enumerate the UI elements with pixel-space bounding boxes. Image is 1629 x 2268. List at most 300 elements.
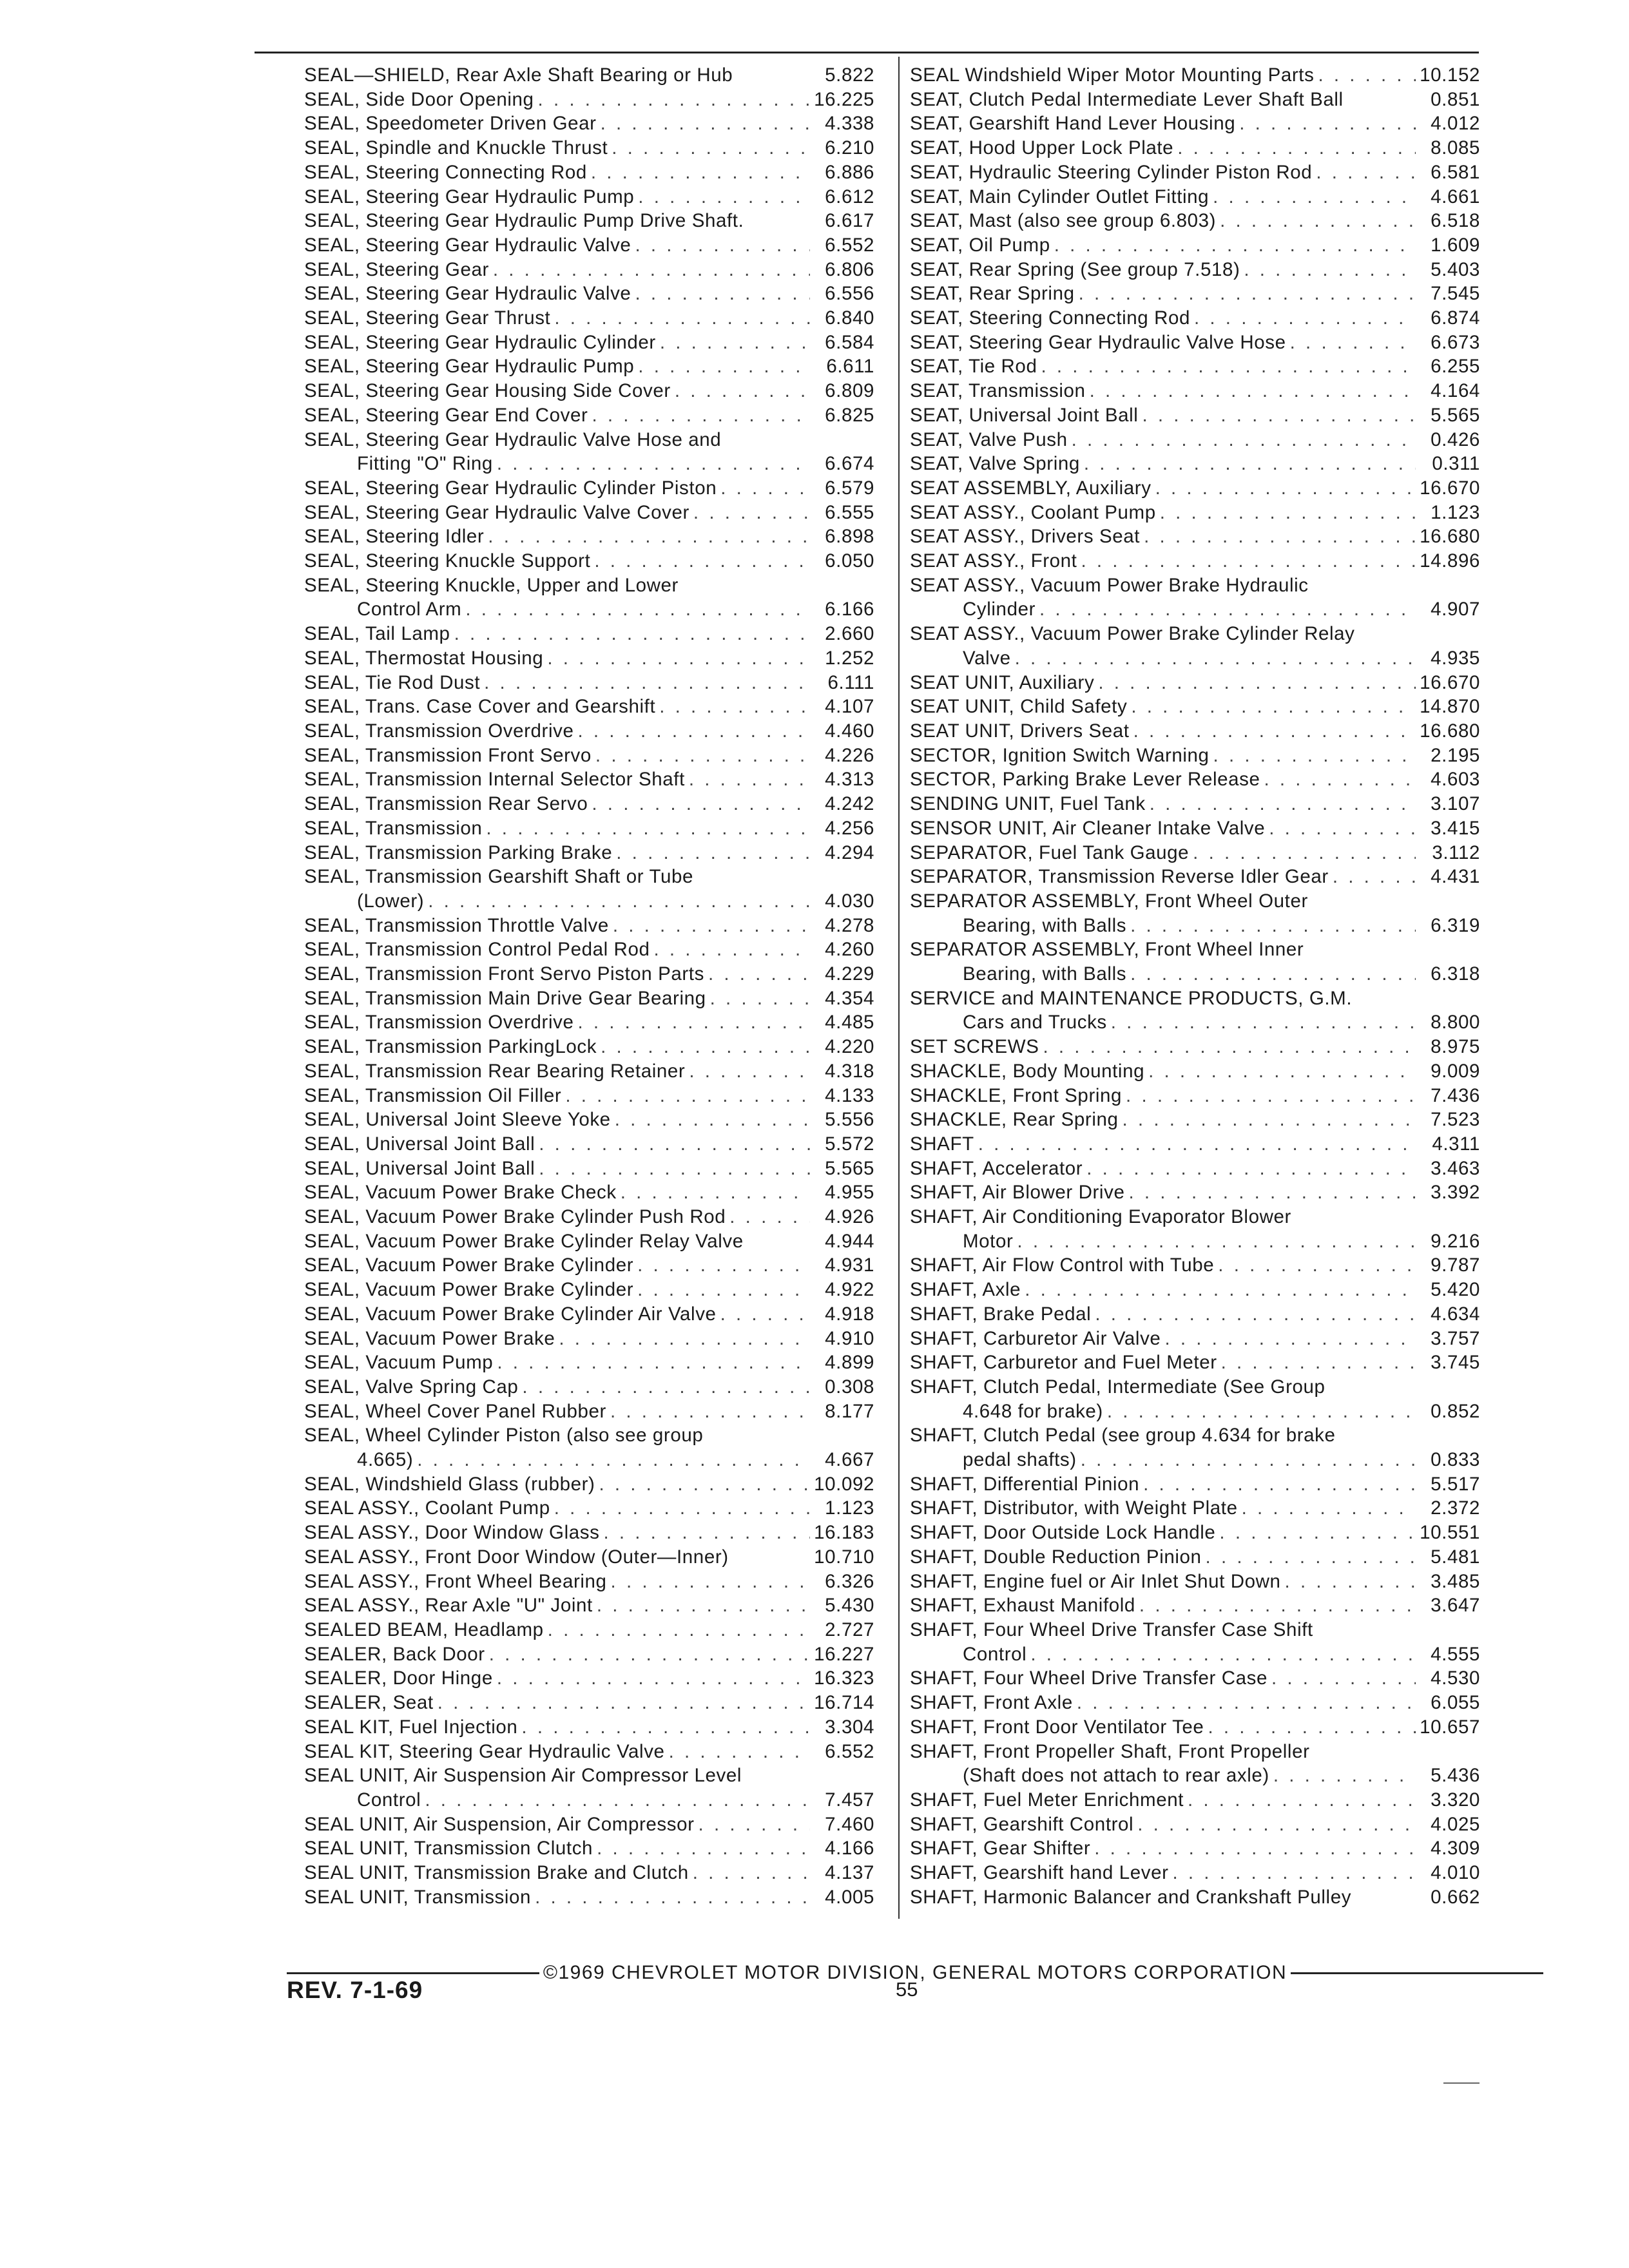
leader-dots [1271, 1666, 1416, 1691]
index-entry [304, 1570, 874, 1594]
entry-line [304, 1157, 874, 1181]
leader-dots [1015, 646, 1416, 671]
entry-line [910, 1812, 1480, 1837]
leader-dots [1213, 744, 1416, 768]
group-number: 8.975 [1431, 1036, 1480, 1058]
group-number: 6.166 [825, 599, 874, 620]
leader-dots [488, 524, 810, 549]
leader-dots [522, 1375, 810, 1399]
entry-line [910, 1691, 1480, 1715]
entry-text: SEAT, Transmission [910, 380, 1086, 402]
entry-text: SEAL ASSY., Front Wheel Bearing [304, 1570, 607, 1592]
entry-continuation-line [910, 597, 1480, 622]
entry-text: SEAT ASSY., Vacuum Power Brake Hydraulic [910, 574, 1309, 596]
group-number: 5.572 [825, 1133, 874, 1155]
entry-continuation-line [304, 1448, 874, 1472]
entry-text: SEAL, Vacuum Power Brake Check [304, 1182, 617, 1204]
entry-text: SEAL—SHIELD, Rear Axle Shaft Bearing or Hub [304, 64, 733, 86]
entry-text: SEAL, Steering Gear Hydraulic Pump Drive Shaft. [304, 210, 744, 232]
entry-text: SEAL, Tie Rod Dust [304, 671, 481, 693]
group-number: 14.896 [1420, 550, 1480, 572]
index-entry [304, 136, 874, 160]
group-number: 6.584 [825, 331, 874, 353]
group-number: 4.260 [825, 939, 874, 961]
entry-line [304, 1861, 874, 1885]
entry-line [910, 1327, 1480, 1351]
leader-dots [1213, 185, 1416, 209]
index-entry [910, 865, 1480, 889]
leader-dots [493, 258, 810, 282]
group-number: 6.611 [826, 356, 874, 378]
group-number: 4.603 [1431, 769, 1480, 791]
entry-text: SHAFT, Four Wheel Drive Transfer Case Shift [910, 1619, 1313, 1640]
group-number: 3.647 [1431, 1595, 1480, 1617]
group-number: 7.523 [1431, 1109, 1480, 1131]
entry-line [304, 1253, 874, 1278]
entry-line [304, 1059, 874, 1084]
entry-line [910, 549, 1480, 573]
entry-line [304, 1885, 874, 1910]
entry-line [910, 282, 1480, 306]
leader-dots [693, 1861, 810, 1885]
leader-dots [1090, 379, 1416, 403]
index-entry [304, 1715, 874, 1740]
group-number: 7.545 [1431, 283, 1480, 305]
group-number: 0.311 [1432, 453, 1480, 475]
index-entry [910, 1521, 1480, 1545]
entry-text: SEAL ASSY., Coolant Pump [304, 1497, 550, 1519]
leader-dots [1041, 354, 1416, 379]
entry-text: SEAL, Steering Gear Hydraulic Pump [304, 186, 635, 207]
entry-text: SEAL, Transmission Rear Servo [304, 793, 588, 815]
index-entry [910, 1035, 1480, 1059]
leader-dots [497, 1666, 810, 1691]
entry-continuation-line [910, 646, 1480, 671]
leader-dots [637, 1278, 810, 1302]
group-number: 9.787 [1431, 1254, 1480, 1276]
entry-line [910, 937, 1480, 962]
entry-continuation: Cylinder [963, 599, 1036, 620]
index-entry [910, 111, 1480, 136]
leader-dots [1160, 501, 1416, 525]
leader-dots [1123, 1108, 1416, 1132]
entry-line [304, 1666, 874, 1691]
entry-text: SEAL, Vacuum Pump [304, 1352, 494, 1374]
entry-line [910, 331, 1480, 355]
entry-line [910, 524, 1480, 549]
leader-dots [635, 282, 810, 306]
leader-dots [660, 331, 810, 355]
index-entry [910, 1157, 1480, 1181]
entry-line [910, 1205, 1480, 1229]
index-entry [304, 646, 874, 671]
entry-text: SEAL, Transmission Parking Brake [304, 841, 613, 863]
entry-text: SHAFT, Front Propeller Shaft, Front Propeller [910, 1740, 1310, 1762]
entry-text: SEAL, Transmission [304, 817, 483, 839]
entry-line [304, 792, 874, 816]
leader-dots [559, 1327, 810, 1351]
index-entry [910, 354, 1480, 379]
group-number: 4.354 [825, 987, 874, 1009]
leader-dots [1244, 258, 1416, 282]
entry-line [910, 1157, 1480, 1181]
entry-line [910, 1278, 1480, 1302]
leader-dots [603, 1521, 810, 1545]
index-entry [304, 1180, 874, 1205]
entry-text: SHAFT, Fuel Meter Enrichment [910, 1789, 1184, 1811]
leader-dots [497, 452, 810, 476]
leader-dots [1107, 1399, 1416, 1424]
entry-text: SHAFT, Air Conditioning Evaporator Blower [910, 1206, 1291, 1228]
group-number: 6.552 [825, 1740, 874, 1762]
entry-text: SEAL, Speedometer Driven Gear [304, 113, 597, 135]
leader-dots [1095, 1302, 1416, 1327]
leader-dots [1111, 1010, 1416, 1035]
entry-text: SEAT, Oil Pump [910, 234, 1050, 256]
entry-continuation: Valve [963, 647, 1011, 669]
entry-text: SEAL, Steering Gear Hydraulic Pump [304, 356, 635, 378]
entry-line [304, 1423, 874, 1448]
entry-text: SEAL, Vacuum Power Brake Cylinder Relay Valve [304, 1230, 744, 1252]
entry-text: SEAT, Rear Spring (See group 7.518) [910, 258, 1240, 280]
entry-text: SEPARATOR ASSEMBLY, Front Wheel Inner [910, 939, 1304, 961]
entry-line [910, 1861, 1480, 1885]
group-number: 4.926 [825, 1206, 874, 1228]
index-entry [304, 1157, 874, 1181]
leader-dots [689, 767, 810, 792]
group-number: 7.460 [825, 1813, 874, 1835]
index-entry [304, 501, 874, 525]
group-number: 4.107 [825, 696, 874, 718]
entry-text: SEAL, Transmission Overdrive [304, 720, 574, 742]
entry-line [304, 1205, 874, 1229]
group-number: 4.030 [825, 890, 874, 912]
entry-line [910, 1593, 1480, 1618]
entry-text: SEAL, Vacuum Power Brake Cylinder [304, 1279, 634, 1301]
entry-continuation-line [910, 962, 1480, 986]
index-entry [910, 428, 1480, 452]
entry-text: SEPARATOR, Fuel Tank Gauge [910, 841, 1190, 863]
group-number: 6.825 [825, 404, 874, 426]
entry-line [910, 792, 1480, 816]
entry-line [910, 306, 1480, 331]
entry-line [304, 185, 874, 209]
leader-dots [1017, 1229, 1416, 1254]
entry-continuation-line [910, 1763, 1480, 1788]
index-entry [304, 1593, 874, 1618]
index-entry [910, 549, 1480, 573]
entry-text: SEAL, Vacuum Power Brake [304, 1327, 555, 1349]
entry-line [910, 1836, 1480, 1861]
index-entry [304, 865, 874, 913]
index-entry [910, 63, 1480, 88]
entry-line [304, 1545, 874, 1570]
group-number: 4.931 [825, 1254, 874, 1276]
group-number: 16.670 [1420, 477, 1480, 499]
leader-dots [1316, 160, 1416, 185]
index-entry [304, 111, 874, 136]
entry-line [910, 1788, 1480, 1812]
index-entry [910, 1327, 1480, 1351]
index-entry [910, 476, 1480, 501]
leader-dots [729, 1205, 810, 1229]
entry-text: SEALER, Seat [304, 1692, 434, 1714]
group-number: 2.727 [825, 1619, 874, 1640]
index-entry [910, 1278, 1480, 1302]
group-number: 8.177 [825, 1400, 874, 1422]
group-number: 16.225 [814, 88, 874, 110]
entry-text: SHAFT, Front Axle [910, 1692, 1073, 1714]
entry-line [304, 258, 874, 282]
index-entry [304, 937, 874, 962]
entry-line [304, 986, 874, 1011]
entry-line [910, 233, 1480, 258]
group-number: 9.009 [1431, 1060, 1480, 1082]
index-entry [304, 962, 874, 986]
entry-text: SEAL ASSY., Rear Axle "U" Joint [304, 1595, 593, 1617]
leader-dots [1137, 1812, 1416, 1837]
leader-dots [675, 379, 810, 403]
leader-dots [1318, 63, 1416, 88]
group-number: 3.485 [1431, 1570, 1480, 1592]
group-number: 16.714 [814, 1692, 874, 1714]
entry-line [304, 1642, 874, 1667]
entry-text: SEAT, Rear Spring [910, 283, 1075, 305]
entry-line [910, 573, 1480, 598]
index-entry [304, 476, 874, 501]
entry-line [910, 1423, 1480, 1448]
entry-text: SENDING UNIT, Fuel Tank [910, 793, 1146, 815]
leader-dots [1079, 282, 1416, 306]
group-number: 6.555 [825, 501, 874, 523]
entry-text: SHAFT, Carburetor Air Valve [910, 1327, 1161, 1349]
index-entry [304, 1375, 874, 1399]
entry-text: SEAT, Valve Push [910, 428, 1068, 450]
entry-line [304, 428, 874, 452]
entry-text: SEAL, Transmission Gearshift Shaft or Tube [304, 866, 693, 888]
index-entry [910, 573, 1480, 622]
entry-text: SECTOR, Ignition Switch Warning [910, 744, 1210, 766]
entry-line [910, 258, 1480, 282]
group-number: 5.420 [1431, 1279, 1480, 1301]
entry-text: SEAL, Trans. Case Cover and Gearshift [304, 696, 656, 718]
entry-line [304, 1836, 874, 1861]
leader-dots [689, 1059, 810, 1084]
leader-dots [554, 306, 810, 331]
group-number: 1.252 [825, 647, 874, 669]
entry-continuation: 4.665) [357, 1449, 414, 1471]
group-number: 4.485 [825, 1012, 874, 1033]
index-entry [304, 1084, 874, 1108]
entry-text: SHAFT, Brake Pedal [910, 1303, 1092, 1325]
leader-dots [465, 597, 810, 622]
entry-text: SEAL, Steering Gear Hydraulic Valve Cover [304, 501, 689, 523]
revision-label: REV. 7-1-69 [287, 1977, 423, 2003]
group-number: 6.612 [825, 186, 874, 207]
entry-line [910, 1618, 1480, 1642]
entry-line [910, 501, 1480, 525]
leader-dots [454, 622, 810, 646]
entry-text: SHAFT, Air Flow Control with Tube [910, 1254, 1215, 1276]
entry-line [304, 671, 874, 695]
leader-dots [1133, 719, 1416, 744]
entry-line [304, 719, 874, 744]
index-entry [910, 1132, 1480, 1157]
group-number: 6.840 [825, 307, 874, 329]
group-number: 2.660 [825, 623, 874, 645]
index-entry [910, 1788, 1480, 1812]
leader-dots [592, 792, 810, 816]
index-entry [304, 986, 874, 1011]
entry-line [304, 1496, 874, 1521]
entry-continuation-line [304, 452, 874, 476]
entry-line [910, 1570, 1480, 1594]
entry-continuation-line [910, 1229, 1480, 1254]
entry-text: SEAT, Tie Rod [910, 356, 1037, 378]
entry-text: SHAFT, Gear Shifter [910, 1838, 1091, 1860]
group-number: 4.294 [825, 841, 874, 863]
leader-dots [1143, 1472, 1416, 1497]
entry-line [304, 1740, 874, 1764]
entry-text: SEAL, Vacuum Power Brake Cylinder Push Rod [304, 1206, 726, 1228]
entry-text: SHAFT, Double Reduction Pinion [910, 1546, 1202, 1568]
entry-line [304, 1108, 874, 1132]
entry-text: SEAL, Steering Connecting Rod [304, 161, 587, 183]
entry-text: SHAFT, Door Outside Lock Handle [910, 1522, 1216, 1544]
index-entry [304, 233, 874, 258]
entry-text: SEAL UNIT, Transmission Brake and Clutch [304, 1862, 689, 1884]
entry-text: SEAL, Transmission Oil Filler [304, 1084, 562, 1106]
index-entry [304, 209, 874, 233]
index-entry [910, 1715, 1480, 1740]
index-entry [910, 1836, 1480, 1861]
index-entry [910, 258, 1480, 282]
entry-text: SEAL, Transmission Throttle Valve [304, 914, 609, 936]
entry-line [304, 962, 874, 986]
entry-continuation: Bearing, with Balls [963, 963, 1127, 985]
group-number: 0.426 [1431, 428, 1480, 450]
leader-dots [635, 233, 810, 258]
entry-text: SENSOR UNIT, Air Cleaner Intake Valve [910, 817, 1266, 839]
column-divider [898, 57, 900, 1919]
group-number: 2.195 [1431, 744, 1480, 766]
entry-line [910, 63, 1480, 88]
index-entry [304, 914, 874, 938]
leader-dots [1054, 233, 1416, 258]
leader-dots [669, 1740, 810, 1764]
entry-text: SHAFT, Air Blower Drive [910, 1182, 1125, 1204]
index-entry [304, 1278, 874, 1302]
entry-line [304, 88, 874, 112]
index-entry [910, 1545, 1480, 1570]
entry-text: SEAL, Thermostat Housing [304, 647, 544, 669]
leader-dots [601, 1035, 810, 1059]
leader-dots [612, 136, 810, 160]
index-entry [304, 1740, 874, 1764]
entry-line [304, 865, 874, 889]
entry-line [910, 209, 1480, 233]
group-number: 0.852 [1431, 1400, 1480, 1422]
entry-text: SEAL, Universal Joint Sleeve Yoke [304, 1109, 611, 1131]
footer-rule-right [1291, 1972, 1543, 1974]
index-entry [910, 986, 1480, 1035]
entry-line [910, 379, 1480, 403]
group-number: 0.851 [1431, 88, 1480, 110]
entry-line [910, 865, 1480, 889]
entry-text: SHAFT, Clutch Pedal (see group 4.634 for brake [910, 1425, 1336, 1446]
leader-dots [547, 646, 810, 671]
index-entry [304, 1059, 874, 1084]
entry-line [910, 136, 1480, 160]
index-entry [304, 185, 874, 209]
entry-line [910, 1375, 1480, 1399]
index-entry [304, 549, 874, 573]
entry-line [304, 1472, 874, 1497]
entry-text: SEAL, Universal Joint Ball [304, 1157, 535, 1179]
group-number: 4.166 [825, 1838, 874, 1860]
group-number: 16.183 [814, 1522, 874, 1544]
entry-line [304, 1132, 874, 1157]
leader-dots [428, 889, 810, 914]
group-number: 4.318 [825, 1060, 874, 1082]
entry-text: SEAL, Windshield Glass (rubber) [304, 1473, 595, 1495]
leader-dots [1081, 1448, 1416, 1472]
group-number: 4.661 [1431, 186, 1480, 207]
entry-text: SEAT, Steering Gear Hydraulic Valve Hose [910, 331, 1286, 353]
index-entry [910, 1593, 1480, 1618]
index-entry [304, 428, 874, 476]
index-entry [910, 1375, 1480, 1423]
entry-line [304, 476, 874, 501]
leader-dots [1188, 1788, 1416, 1812]
entry-line [304, 1180, 874, 1205]
leader-dots [535, 1885, 810, 1910]
index-entry [304, 1691, 874, 1715]
entry-text: SEAL, Steering Idler [304, 526, 485, 548]
leader-dots [638, 185, 810, 209]
leader-dots [1221, 1350, 1416, 1375]
entry-line [304, 1350, 874, 1375]
entry-line [910, 1132, 1480, 1157]
entry-line [910, 403, 1480, 428]
group-number: 6.809 [825, 380, 874, 402]
group-number: 3.745 [1431, 1352, 1480, 1374]
group-number: 4.431 [1431, 866, 1480, 888]
group-number: 16.680 [1420, 720, 1480, 742]
footer-rule-left [287, 1972, 539, 1974]
leader-dots [601, 111, 810, 136]
group-number: 4.278 [825, 914, 874, 936]
leader-dots [577, 719, 810, 744]
index-entry [910, 501, 1480, 525]
index-entry [910, 136, 1480, 160]
entry-line [304, 1618, 874, 1642]
entry-text: SECTOR, Parking Brake Lever Release [910, 769, 1260, 791]
entry-line [910, 1253, 1480, 1278]
entry-text: SEPARATOR ASSEMBLY, Front Wheel Outer [910, 890, 1308, 912]
leader-dots [1086, 1157, 1416, 1181]
leader-dots [613, 914, 810, 938]
index-entry [910, 1496, 1480, 1521]
entry-line [910, 428, 1480, 452]
index-entry [910, 282, 1480, 306]
entry-continuation: Control Arm [357, 599, 462, 620]
entry-continuation-line [910, 1399, 1480, 1424]
leader-dots [1128, 1180, 1416, 1205]
leader-dots [1130, 962, 1416, 986]
leader-dots [1131, 695, 1416, 719]
entry-text: SEAL KIT, Fuel Injection [304, 1716, 518, 1738]
